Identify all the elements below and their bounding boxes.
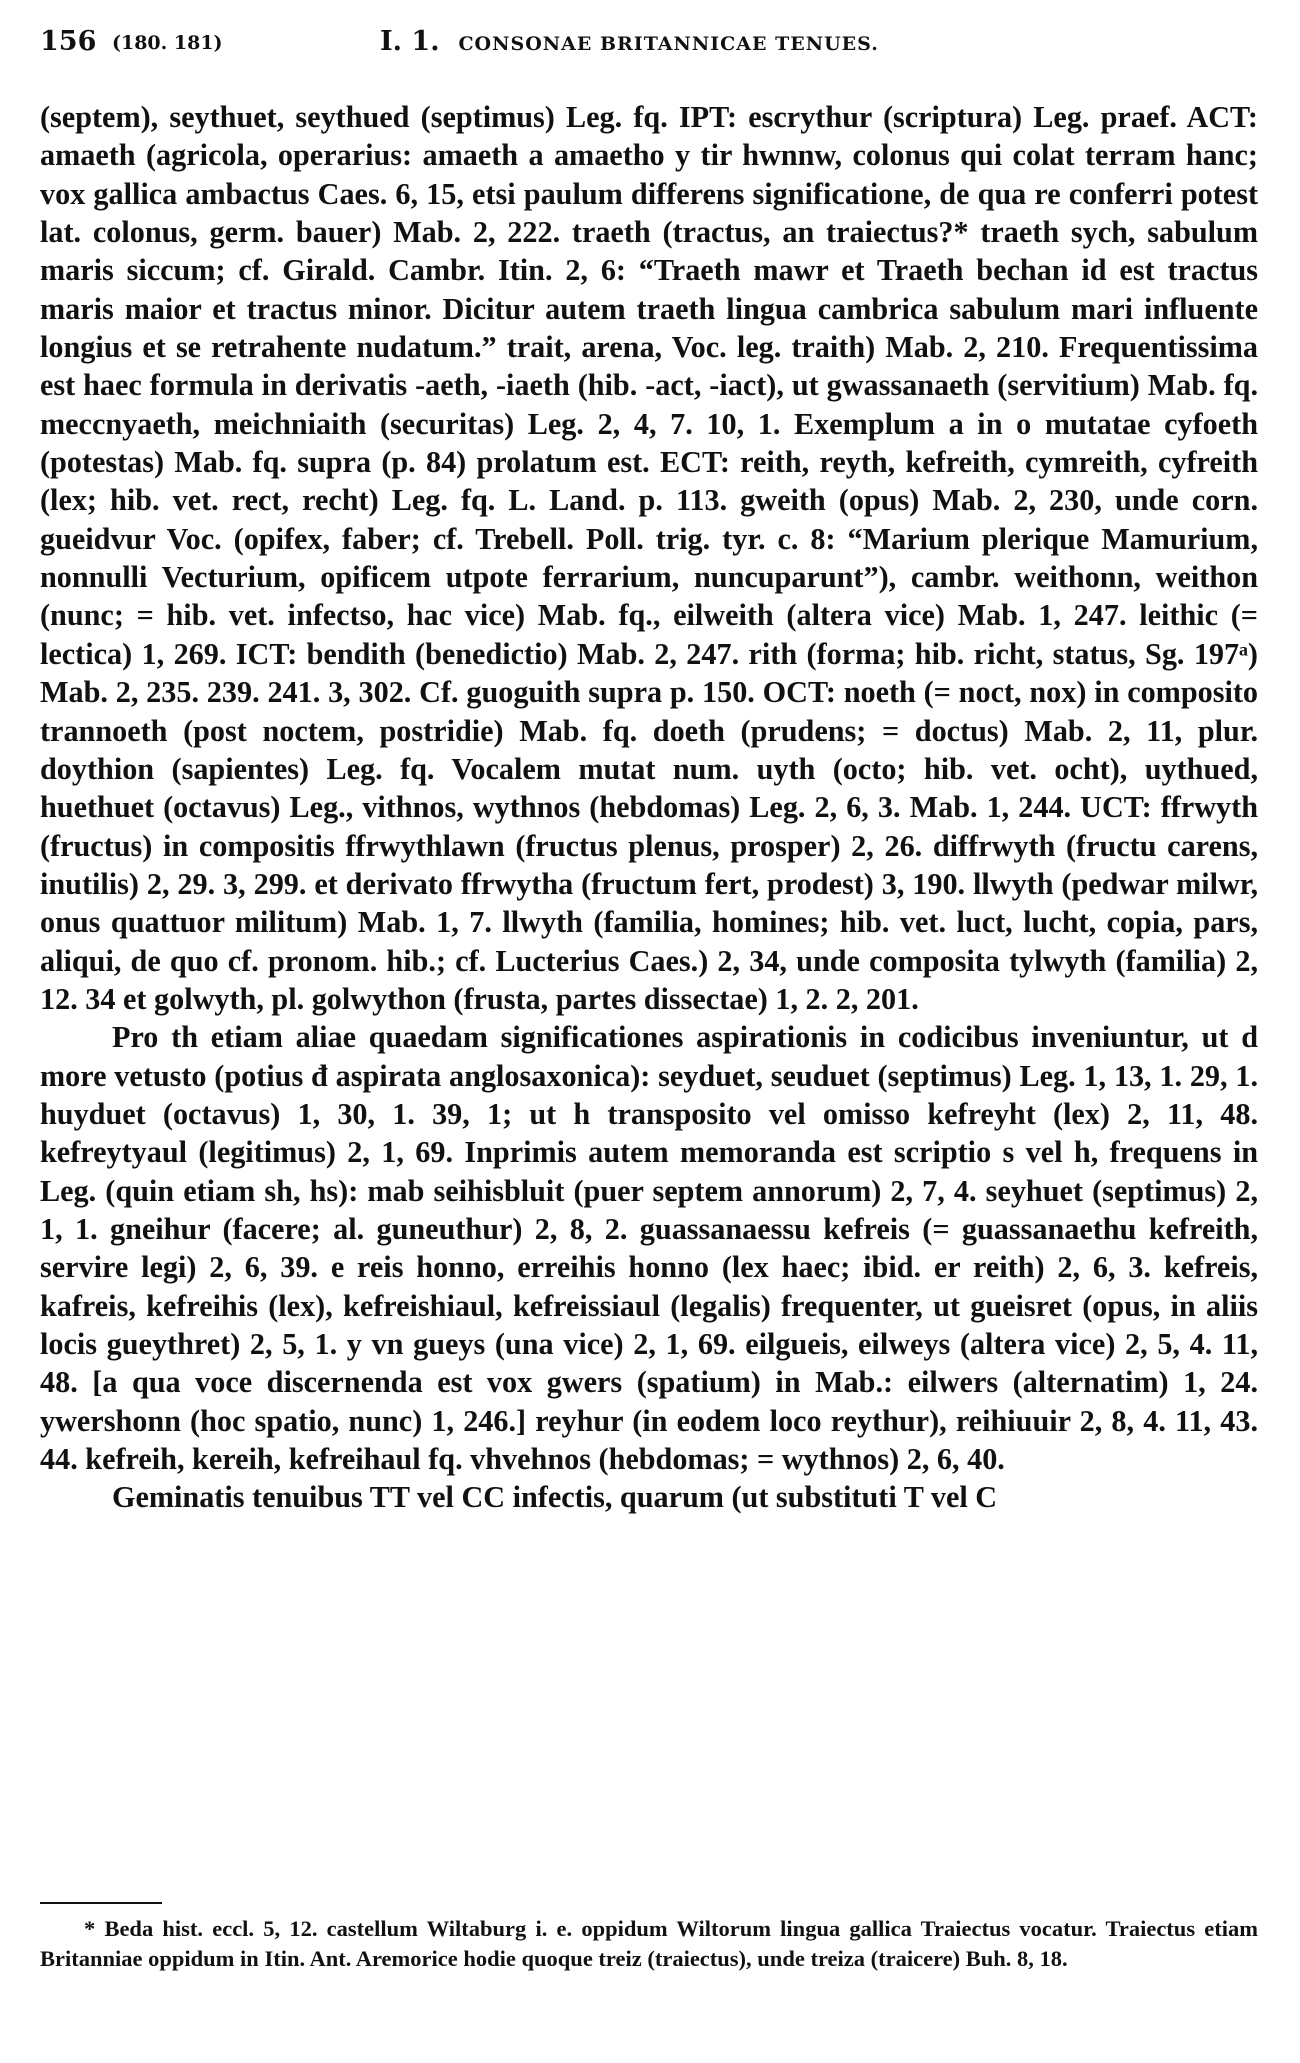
main-text — [40, 98, 1258, 1517]
paragraph-aspiration: Pro th etiam aliae quaedam significationes aspirationis in codicibus inveniuntur, ut d more vetusto (potius đ aspirata anglosaxonica): seyduet, seuduet (septimus) Leg. 1, 13, 1. 29, 1. huyduet (octavus) 1, 30, 1. 39, 1; ut h transposito vel omisso kefreyht (lex) 2, 11, 48. kefreytyaul (legitimus) 2, 1, 69. Inprimis autem memoranda est scriptio s vel h, frequens in Leg. (quin etiam sh, hs): mab seihisbluit (puer septem annorum) 2, 7, 4. seyhuet (septimus) 2, 1, 1. gneihur (facere; al. guneuthur) 2, 8, 2. guassanaessu kefreis (= guassanaethu kefreith, servire legi) 2, 6, 39. e reis honno, erreihis honno (lex haec; ibid. er reith) 2, 6, 3. kefreis, kafreis, kefreihis (lex), kefreishiaul, kefreissiaul (legalis) frequenter, ut gueisret (opus, in aliis locis gueythret) 2, 5, 1. y vn gueys (una vice) 2, 1, 69. eilgueis, eilweys (altera vice) 2, 5, 4. 11, 48. [a qua voce discernenda est vox gwers (spatium) in Mab.: eilwers (alternatim) 1, 24. ywershonn (hoc spatio, nunc) 1, 246.] reyhur (in eodem loco reythur), reihiuuir 2, 8, 4. 11, 43. 44. kefreih, kereih, kefreihaul fq. vhvehnos (hebdomas; = wythnos) 2, 6, 40. — [40, 1020, 1258, 1477]
section-number: I. 1. — [380, 26, 440, 57]
page-number: 156 — [40, 26, 97, 57]
running-title — [380, 26, 879, 57]
section-title: CONSONAE BRITANNICAE TENUES. — [458, 33, 879, 55]
footnotes — [40, 1914, 1258, 1973]
running-header — [40, 26, 1260, 66]
source-page-reference: (180. 181) — [112, 32, 223, 54]
footnote-divider — [40, 1902, 162, 1904]
paragraph-continuation: (septem), seythuet, seythued (septimus) Leg. fq. IPT: escrythur (scriptura) Leg. praef. ACT: amaeth (agricola, operarius: amaeth a amaetho y tir hwnnw, colonus qui colat terram hanc; vox gallica ambactus Caes. 6, 15, etsi paulum differens significatione, de qua re conferri potest lat. colonus, germ. bauer) Mab. 2, 222. traeth (tractus, an traiectus?* traeth sych, sabulum maris siccum; cf. Girald. Cambr. Itin. 2, 6: “Traeth mawr et Traeth bechan id est tractus maris maior et tractus minor. Dicitur autem traeth lingua cambrica sabulum mari influente longius et se retrahente nudatum.” trait, arena, Voc. leg. traith) Mab. 2, 210. Frequentissima est haec formula in derivatis -aeth, -iaeth (hib. -act, -iact), ut gwassanaeth (servitium) Mab. fq. meccnyaeth, meichniaith (securitas) Leg. 2, 4, 7. 10, 1. Exemplum a in o mutatae cyfoeth (potestas) Mab. fq. supra (p. 84) prolatum est. ECT: reith, reyth, kefreith, cymreith, cyfreith (lex; hib. vet. rect, recht) Leg. fq. L. Land. p. 113. gweith (opus) Mab. 2, 230, unde corn. gueidvur Voc. (opifex, faber; cf. Trebell. Poll. trig. tyr. c. 8: “Marium plerique Mamurium, nonnulli Vecturium, opificem utpote ferrarium, nuncuparunt”), cambr. weithonn, weithon (nunc; = hib. vet. infectso, hac vice) Mab. fq., eilweith (altera vice) Mab. 1, 247. leithic (= lectica) 1, 269. ICT: bendith (benedictio) Mab. 2, 247. rith (forma; hib. richt, status, Sg. 197ᵃ) Mab. 2, 235. 239. 241. 3, 302. Cf. guoguith supra p. 150. OCT: noeth (= noct, nox) in composito trannoeth (post noctem, postridie) Mab. fq. doeth (prudens; = doctus) Mab. 2, 11, plur. doythion (sapientes) Leg. fq. Vocalem mutat num. uyth (octo; hib. vet. ocht), uythued, huethuet (octavus) Leg., vithnos, wythnos (hebdomas) Leg. 2, 6, 3. Mab. 1, 244. UCT: ffrwyth (fructus) in compositis ffrwythlawn (fructus plenus, prosper) 2, 26. diffrwyth (fructu carens, inutilis) 2, 29. 3, 299. et derivato ffrwytha (fructum fert, prodest) 3, 190. llwyth (pedwar milwr, onus quattuor militum) Mab. 1, 7. llwyth (familia, homines; hib. vet. luct, lucht, copia, pars, aliqui, de quo cf. pronom. hib.; cf. Lucterius Caes.) 2, 34, unde composita tylwyth (familia) 2, 12. 34 et golwyth, pl. golwython (frusta, partes dissectae) 1, 2. 2, 201. — [40, 100, 1258, 1016]
footnote-text: * Beda hist. eccl. 5, 12. castellum Wiltaburg i. e. oppidum Wiltorum lingua gallica Traiectus vocatur. Traiectus etiam Britanniae oppidum in Itin. Ant. Aremorice hodie quoque treiz (traiectus), unde treiza (traicere) Buh. 8, 18. — [40, 1916, 1258, 1971]
paragraph-geminate: Geminatis tenuibus TT vel CC infectis, quarum (ut substituti T vel C — [112, 1480, 998, 1515]
